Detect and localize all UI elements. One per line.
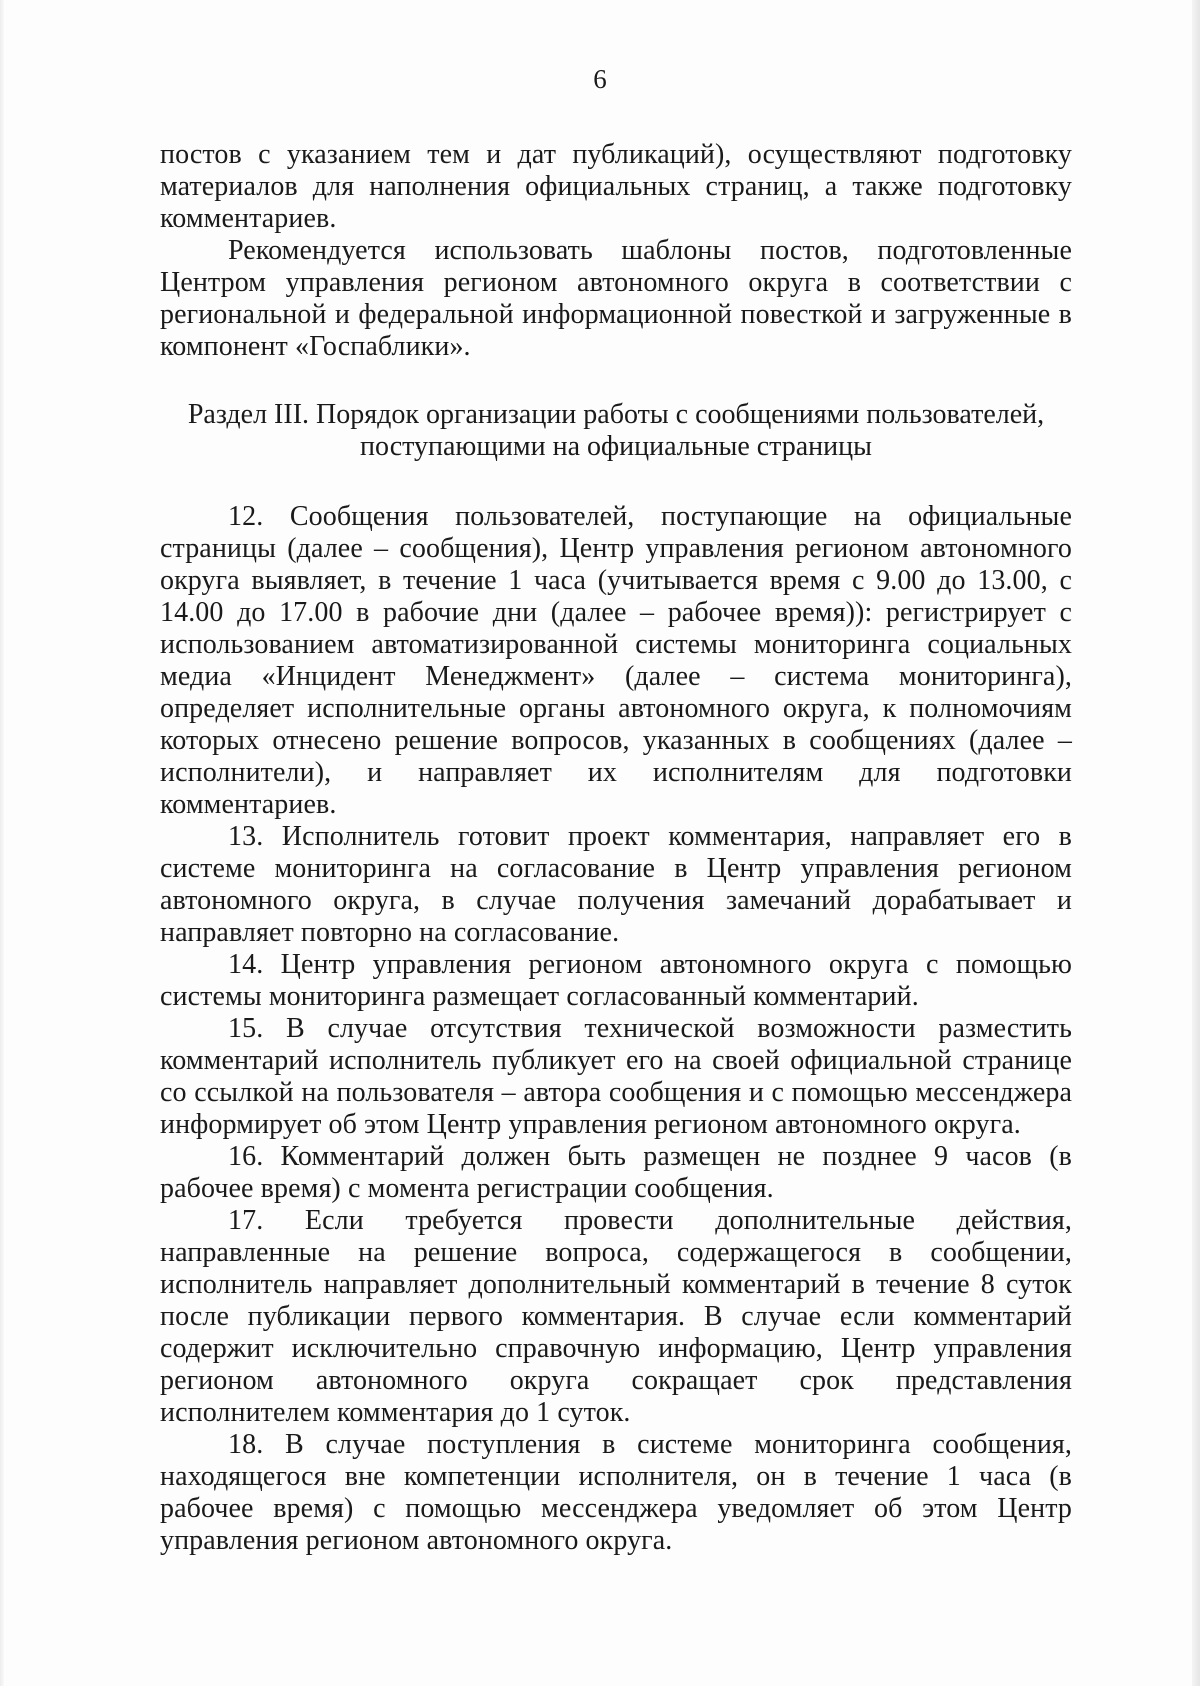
spacer <box>160 463 1072 501</box>
item-17: 17. Если требуется провести дополнительные действия, направленные на решение вопроса, содержащегося в сообщении, исполнитель направляет дополнительный комментарий в течение 8 суток после публикации первого комментария. В случае если комментарий содержит исключительно справочную информацию, Центр управления регионом автономного округа сокращает срок представления исполнителем комментария до 1 суток. <box>160 1205 1072 1428</box>
intro-paragraph-continuation: постов с указанием тем и дат публикаций), осуществляют подготовку материалов для наполнения официальных страниц, а также подготовку комментариев. <box>160 139 1072 234</box>
item-15: 15. В случае отсутствия технической возможности разместить комментарий исполнитель публикует его на своей официальной странице со ссылкой на пользователя – автора сообщения и с помощью мессенджера информирует об этом Центр управления регионом автономного округа. <box>160 1013 1072 1140</box>
scan-edge-left <box>0 0 4 1686</box>
page-number: 6 <box>593 64 607 94</box>
section-heading-line-2: поступающими на официальные страницы <box>360 431 872 462</box>
scan-edge-right <box>1192 0 1200 1686</box>
section-heading <box>160 399 1072 463</box>
spacer <box>160 363 1072 399</box>
item-12: 12. Сообщения пользователей, поступающие на официальные страницы (далее – сообщения), Центр управления регионом автономного округа выявляет, в течение 1 часа (учитывается время с 9.00 до 13.00, с 14.00 до 17.00 в рабочие дни (далее – рабочее время)): регистрирует с использованием автоматизированной системы мониторинга социальных медиа «Инцидент Менеджмент» (далее – система мониторинга), определяет исполнительные органы автономного округа, к полномочиям которых отнесено решение вопросов, указанных в сообщениях (далее – исполнители), и направляет их исполнителям для подготовки комментариев. <box>160 501 1072 820</box>
item-18: 18. В случае поступления в системе мониторинга сообщения, находящегося вне компетенции исполнителя, он в течение 1 часа (в рабочее время) с помощью мессенджера уведомляет об этом Центр управления регионом автономного округа. <box>160 1429 1072 1556</box>
item-16: 16. Комментарий должен быть размещен не позднее 9 часов (в рабочее время) с момента регистрации сообщения. <box>160 1141 1072 1204</box>
item-13: 13. Исполнитель готовит проект комментария, направляет его в системе мониторинга на согласование в Центр управления регионом автономного округа, в случае получения замечаний дорабатывает и направляет повторно на согласование. <box>160 821 1072 948</box>
intro-paragraph-templates: Рекомендуется использовать шаблоны постов, подготовленные Центром управления регионом автономного округа в соответствии с региональной и федеральной информационной повесткой и загруженные в компонент «Госпаблики». <box>160 235 1072 362</box>
item-14: 14. Центр управления регионом автономного округа с помощью системы мониторинга размещает согласованный комментарий. <box>160 949 1072 1012</box>
document-body <box>160 139 1072 1557</box>
section-heading-line-1: Раздел III. Порядок организации работы с сообщениями пользователей, <box>187 399 1045 430</box>
